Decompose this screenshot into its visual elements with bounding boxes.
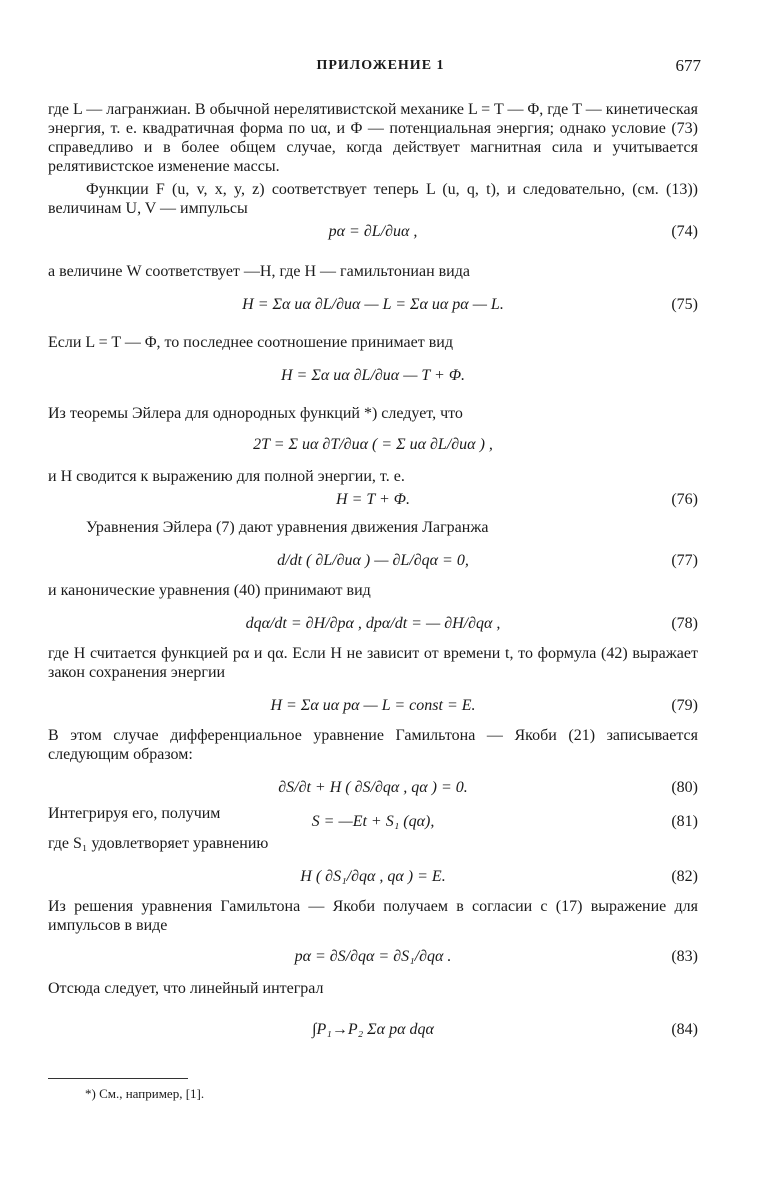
equation-83: [48, 939, 698, 975]
equation-number: (74): [671, 223, 698, 240]
paragraph: где L — лагранжиан. В обычной нерелятивистской механике L = T — Φ, где T — кинетическая энергия, т. е. квадратичная форма по uα, и Φ — потенциальная энергия; однако условие (73) справедливо и в более общем случае, когда действует магнитная сила и учитывается релятивистское изменение массы.: [48, 101, 698, 175]
paragraph: Уравнения Эйлера (7) дают уравнения движения Лагранжа: [86, 519, 489, 536]
equation-number: (83): [671, 948, 698, 965]
equation-unnumbered: [48, 427, 698, 463]
equation-formula: H = Σα uα pα — L = const = E.: [270, 697, 476, 714]
equation-formula: S = —Et + S₁ (qα),: [311, 813, 435, 830]
paragraph: Если L = T — Φ, то последнее соотношение принимает вид: [48, 334, 453, 351]
equation-number: (81): [671, 813, 698, 830]
equation-75: [48, 285, 698, 329]
equation-76: [48, 490, 698, 514]
equation-74: [48, 222, 698, 258]
paragraph: Из теоремы Эйлера для однородных функций *) следует, что: [48, 405, 463, 422]
equation-number: (79): [671, 697, 698, 714]
equation-number: (80): [671, 779, 698, 796]
equation-formula: ∫P₁→P₂ Σα pα dqα: [312, 1021, 434, 1038]
paragraph: а величине W соответствует —H, где H — гамильтониан вида: [48, 263, 470, 280]
equation-number: (78): [671, 615, 698, 632]
paragraph: Интегрируя его, получим: [48, 805, 221, 822]
footnote-rule: [48, 1078, 188, 1079]
running-header: ПРИЛОЖЕНИЕ 1: [316, 58, 445, 73]
equation-78: [48, 604, 698, 640]
equation-77: [48, 541, 698, 577]
equation-formula: pα = ∂S/∂qα = ∂S₁/∂qα .: [294, 948, 452, 965]
equation-formula: d/dt ( ∂L/∂uα ) — ∂L/∂qα = 0,: [277, 552, 469, 569]
equation-number: (82): [671, 868, 698, 885]
equation-84: [48, 1002, 698, 1062]
footnote: *) См., например, [1].: [85, 1086, 205, 1101]
equation-82: [48, 857, 698, 893]
equation-formula: H ( ∂S₁/∂qα , qα ) = E.: [300, 868, 446, 885]
equation-formula: pα = ∂L/∂uα ,: [328, 223, 418, 240]
paragraph: и H сводится к выражению для полной энергии, т. е.: [48, 468, 405, 485]
equation-unnumbered: [48, 356, 698, 400]
paragraph: Функции F (u, v, x, y, z) соответствует теперь L (u, q, t), и следовательно, (см. (13)) величинам U, V — импульсы: [48, 181, 698, 217]
equation-79: [48, 686, 698, 722]
equation-formula: dqα/dt = ∂H/∂pα , dpα/dt = — ∂H/∂qα ,: [245, 615, 501, 632]
equation-number: (77): [671, 552, 698, 569]
equation-formula: H = Σα uα ∂L/∂uα — T + Φ.: [280, 367, 466, 384]
equation-formula: H = T + Φ.: [336, 491, 410, 508]
paragraph: и канонические уравнения (40) принимают вид: [48, 582, 371, 599]
equation-number: (75): [671, 296, 698, 313]
equation-formula: 2T = Σ uα ∂T/∂uα ( = Σ uα ∂L/∂uα ) ,: [253, 436, 493, 453]
paragraph: Отсюда следует, что линейный интеграл: [48, 980, 324, 997]
equation-81: [48, 804, 698, 830]
equation-formula: ∂S/∂t + H ( ∂S/∂qα , qα ) = 0.: [278, 779, 468, 796]
paragraph: Из решения уравнения Гамильтона — Якоби получаем в согласии с (17) выражение для импульсов в виде: [48, 898, 698, 934]
equation-number: (76): [671, 491, 698, 508]
equation-formula: H = Σα uα ∂L/∂uα — L = Σα uα pα — L.: [242, 296, 504, 313]
paragraph: где H считается функцией pα и qα. Если H не зависит от времени t, то формула (42) выражает закон сохранения энергии: [48, 645, 698, 681]
equation-80: [48, 768, 698, 804]
equation-number: (84): [671, 1021, 698, 1038]
page-number: 677: [675, 56, 701, 75]
page-body: [48, 100, 698, 1066]
paragraph: где S₁ удовлетворяет уравнению: [48, 835, 269, 852]
paragraph: В этом случае дифференциальное уравнение Гамильтона — Якоби (21) записывается следующим образом:: [48, 727, 698, 763]
